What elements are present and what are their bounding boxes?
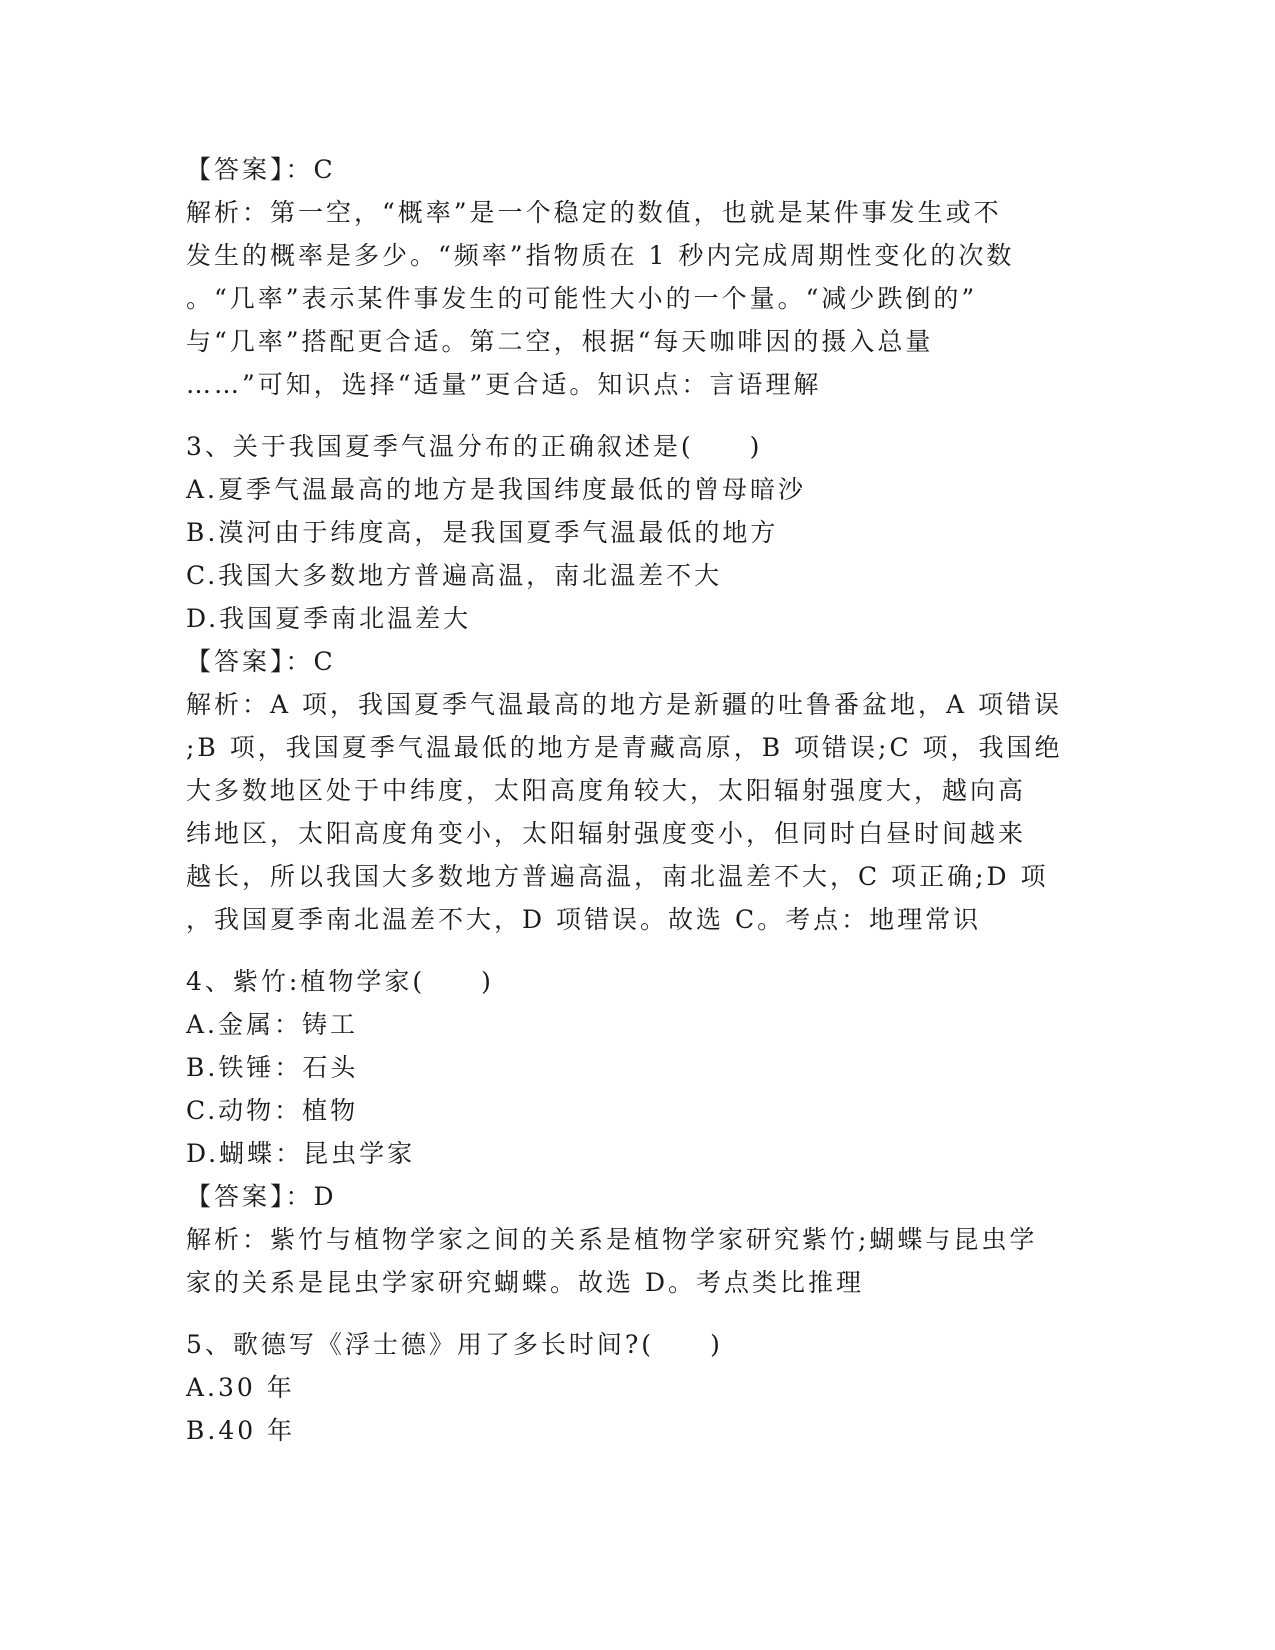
option-d: D.蝴蝶：昆虫学家	[186, 1139, 416, 1168]
question-stem: 4、紫竹:植物学家( )	[186, 967, 494, 996]
spacer	[186, 1304, 1086, 1323]
question-4-block	[186, 960, 1086, 1304]
question-stem: 3、关于我国夏季气温分布的正确叙述是( )	[186, 432, 763, 461]
explanation-line: 解析：紫竹与植物学家之间的关系是植物学家研究紫竹;蝴蝶与昆虫学	[186, 1225, 1038, 1254]
option-a: A.金属：铸工	[186, 1010, 359, 1039]
option-c: C.动物：植物	[186, 1096, 359, 1125]
explanation-line: 解析：第一空，“概率”是一个稳定的数值，也就是某件事发生或不	[186, 198, 1002, 227]
document-content	[186, 148, 1086, 1452]
question-2-block	[186, 148, 1086, 406]
explanation-line: 解析：A 项，我国夏季气温最高的地方是新疆的吐鲁番盆地，A 项错误	[186, 690, 1063, 719]
answer-label: 【答案】：C	[186, 155, 336, 184]
answer-label: 【答案】：C	[186, 647, 336, 676]
spacer	[186, 406, 1086, 425]
answer-label: 【答案】：D	[186, 1182, 337, 1211]
question-3-block	[186, 425, 1086, 941]
option-d: D.我国夏季南北温差大	[186, 604, 472, 633]
explanation-line: 家的关系是昆虫学家研究蝴蝶。故选 D。考点类比推理	[186, 1268, 864, 1297]
explanation-line: ……”可知，选择“适量”更合适。知识点：言语理解	[186, 370, 822, 399]
explanation-line: 纬地区，太阳高度角变小，太阳辐射强度变小，但同时白昼时间越来	[186, 819, 1027, 848]
option-b: B.40 年	[186, 1416, 296, 1445]
explanation-line: 发生的概率是多少。“频率”指物质在 1 秒内完成周期性变化的次数	[186, 241, 1015, 270]
explanation-line: 越长，所以我国大多数地方普遍高温，南北温差不大，C 项正确;D 项	[186, 862, 1049, 891]
option-a: A.30 年	[186, 1373, 295, 1402]
option-c: C.我国大多数地方普遍高温，南北温差不大	[186, 561, 723, 590]
explanation-line: 。“几率”表示某件事发生的可能性大小的一个量。“减少跌倒的”	[186, 284, 978, 313]
option-a: A.夏季气温最高的地方是我国纬度最低的曾母暗沙	[186, 475, 807, 504]
explanation-line: 与“几率”搭配更合适。第二空，根据“每天咖啡因的摄入总量	[186, 327, 934, 356]
option-b: B.漠河由于纬度高，是我国夏季气温最低的地方	[186, 518, 779, 547]
explanation-line: ;B 项，我国夏季气温最低的地方是青藏高原，B 项错误;C 项，我国绝	[186, 733, 1063, 762]
spacer	[186, 941, 1086, 960]
explanation-line: ，我国夏季南北温差不大，D 项错误。故选 C。考点：地理常识	[186, 905, 982, 934]
question-5-block	[186, 1323, 1086, 1452]
explanation-line: 大多数地区处于中纬度，太阳高度角较大，太阳辐射强度大，越向高	[186, 776, 1027, 805]
question-stem: 5、歌德写《浮士德》用了多长时间?( )	[186, 1330, 723, 1359]
option-b: B.铁锤：石头	[186, 1053, 359, 1082]
